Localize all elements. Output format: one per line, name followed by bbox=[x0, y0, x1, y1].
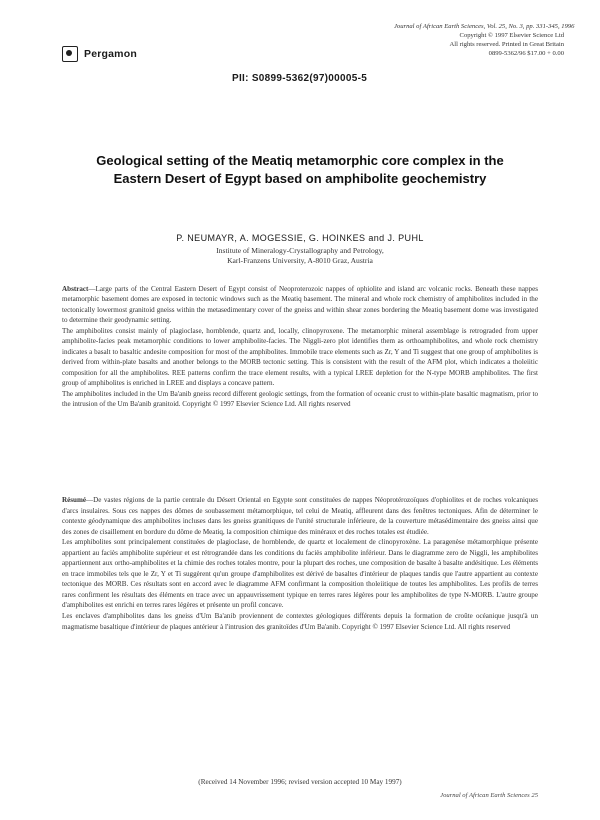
resume-label: Résumé bbox=[62, 496, 87, 504]
footer-journal-ref: Journal of African Earth Sciences 25 bbox=[440, 792, 538, 799]
publisher-name: Pergamon bbox=[84, 48, 137, 60]
affiliation-line: Karl-Franzens University, A-8010 Graz, Austria bbox=[227, 256, 373, 265]
abstract-paragraph: The amphibolites included in the Um Ba'anib gneiss record different geologic settings, from the formation of oceanic crust to within-plate basaltic magmatism, prior to the intrusion of the Um Ba'anib granitoid. Copyright © 1997 Elsevier Science Ltd. All rights reserved bbox=[62, 389, 538, 408]
resume bbox=[62, 495, 538, 632]
publisher-block bbox=[62, 46, 137, 62]
resume-paragraph bbox=[62, 495, 538, 537]
pii-code: PII: S0899-5362(97)00005-5 bbox=[232, 73, 368, 84]
journal-citation: Journal of African Earth Sciences, Vol. 25, No. 3, pp. 331-345, 1996 bbox=[394, 23, 575, 30]
resume-paragraph: Les enclaves d'amphibolites dans les gneiss d'Um Ba'anib proviennent de contextes géologiques différents depuis la formation de croûte océanique jusqu'à un magmatisme basaltique d'intérieur de plaques antérieur à l'intrusion des granitoïdes d'Um Ba'anib. Copyright © 1997 Elsevier Science Ltd. All rights reserved bbox=[62, 612, 538, 631]
resume-paragraph: Les amphibolites sont principalement constituées de plagioclase, de hornblende, de quartz et localement de clinopyroxène. La paragenèse métamorphique présente appartient au faciès amphibolite supérieur et est rétrograndée dans les conditions du faciès amphibolite inférieur. Dans le diagramme zero de Niggli, les amphibolites appartiennent aux ortho-amphibolites et la chimie des roches totales montre, pour la plupart des roches, une composition de basalte à basalte andésitique. Les éléments en trace immobiles tels que le Zr, Y et Ti suggèrent qu'un groupe d'amphibolites est dérivé de basaltes d'intérieur de plaques tandis que l'autre appartient au contexte tectonique des MORB. Ces résultats sont en accord avec le diagramme AFM confirmant la composition tholeiitique de toutes les amphibolites. Les profils de terres rares confirment les résultats des éléments en trace avec un appauvrissement typique en terres rares légères pour les amphibolites de type N-MORB. L'autre groupe d'amphibolites est enrichi en terres rares légères et présente un profil concave. bbox=[62, 538, 538, 610]
rights-line: All rights reserved. Printed in Great Britain bbox=[449, 41, 564, 48]
abstract-label: Abstract bbox=[62, 285, 89, 293]
resume-text: —De vastes régions de la partie centrale du Désert Oriental en Egypte sont constituées de nappes Néoprotérozoïques d'ophiolites et de roches volcaniques d'arcs insulaires. Sous ces nappes des dômes de soubassement métamorphique, tel celui de Meatiq, affleurent dans des fenêtres tectoniques. Afin de déterminer le contexte géodynamique des amphibolites incluses dans les gneiss granitiques de l'unité structurale inférieure, de la couverture métasédimentaire des gneiss ainsi que des zones de cisaillement en bordure du dôme de Meatiq, la composition chimique des minéraux et des roches totales est étudiée. bbox=[62, 496, 538, 536]
journal-info bbox=[394, 22, 575, 58]
pergamon-logo-icon bbox=[62, 46, 78, 62]
article-title: Geological setting of the Meatiq metamorphic core complex in the Eastern Desert of Egypt based on amphibolite geochemistry bbox=[96, 153, 504, 186]
abstract bbox=[62, 284, 538, 409]
affiliation-line: Institute of Mineralogy-Crystallography and Petrology, bbox=[216, 246, 384, 255]
abstract-paragraph: The amphibolites consist mainly of plagioclase, hornblende, quartz and, locally, clinopyroxene. The metamorphic mineral assemblage is retrograded from upper amphibolite-facies peak metamorphic conditions to lower amphibolite-facies. The Niggli-zero plot identifies them as orthoamphibolites, and whole rock chemistry indicates a basalt to basaltic andesite composition for most of the amphibolites. Immobile trace elements such as Zr, Y and Ti suggest that one group of amphibolites is derived from within-plate basalts and another belongs to the MORB tectonic setting. This is consistent with the result of the AFM plot, which indicates a tholeiitic composition for all the amphibolites. REE patterns confirm the trace element results, with a typical LREE depletion for the N-type MORB amphibolites. The first group of amphibolites is enriched in LREE and displays a concave pattern. bbox=[62, 326, 538, 388]
affiliation bbox=[90, 246, 510, 266]
received-dates: (Received 14 November 1996; revised version accepted 10 May 1997) bbox=[198, 778, 402, 786]
abstract-text: —Large parts of the Central Eastern Desert of Egypt consist of Neoproterozoic nappes of ophiolite and island arc volcanic rocks. Beneath these nappes metamorphic basement domes are exposed in tectonic windows such as the Meatiq basement. The mineral and whole rock chemistry of amphibolites included in the tectonically lowermost granitoid gneiss within the metasedimentary cover of the gneiss and within shear zones bordering the Meatiq basement dome was investigated to determine their geodynamic setting. bbox=[62, 285, 538, 325]
price-line: 0899-5362/96 $17.00 + 0.00 bbox=[488, 50, 564, 57]
abstract-paragraph bbox=[62, 284, 538, 326]
author-list: P. NEUMAYR, A. MOGESSIE, G. HOINKES and J. PUHL bbox=[176, 233, 424, 243]
copyright-line: Copyright © 1997 Elsevier Science Ltd bbox=[459, 32, 564, 39]
